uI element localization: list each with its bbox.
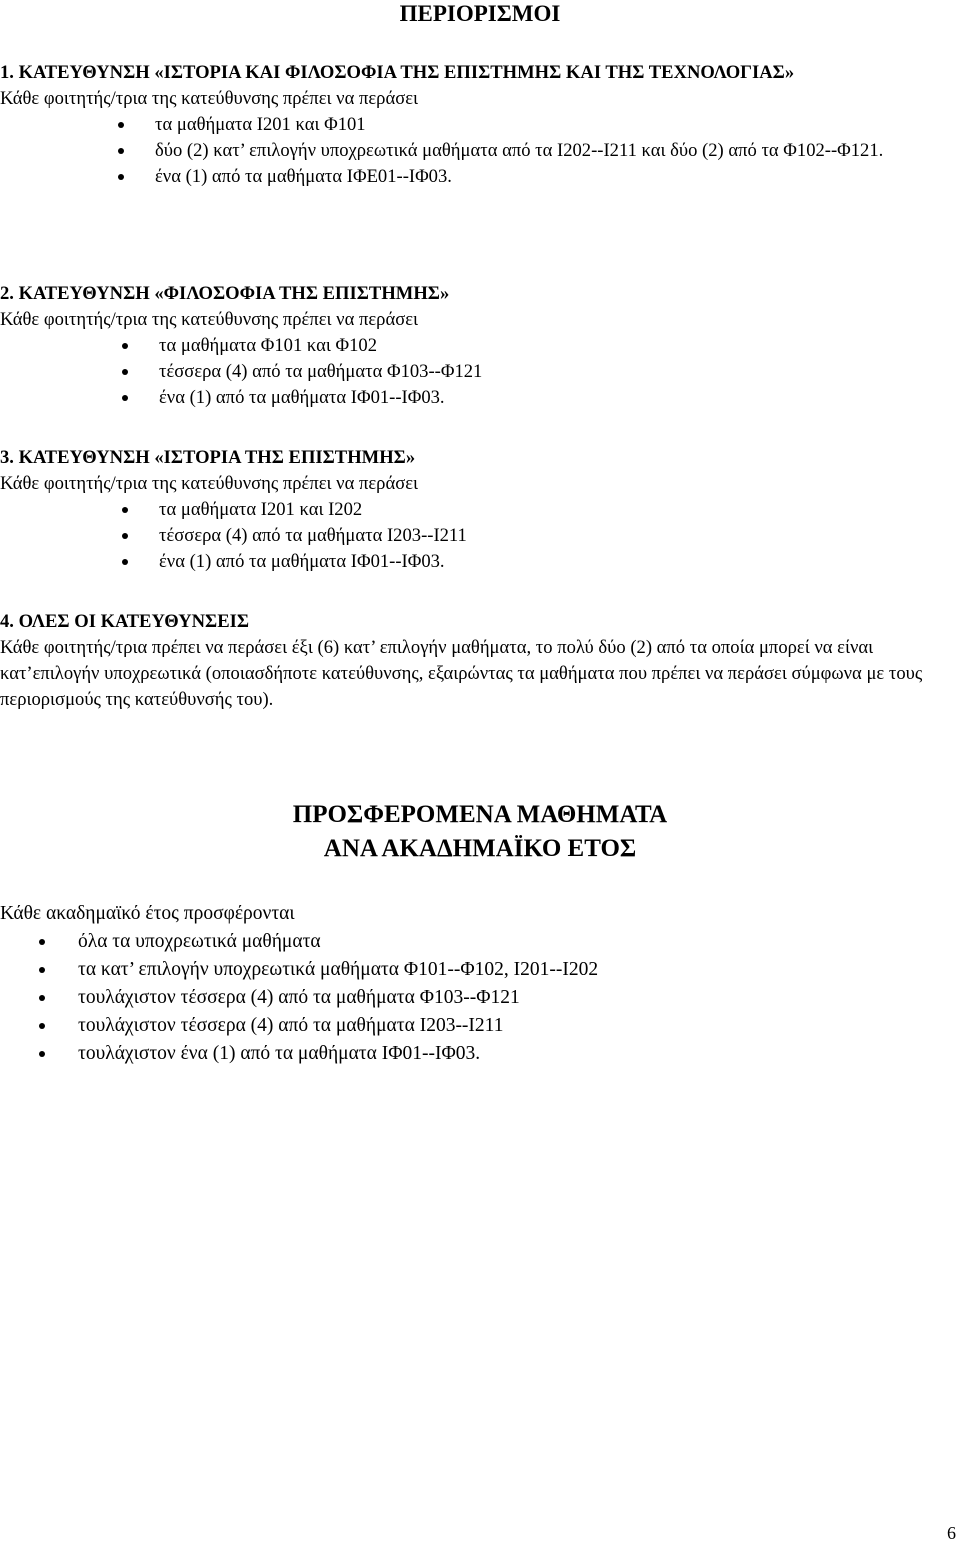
list-item: ένα (1) από τα μαθήματα ΙΦ01--ΙΦ03. bbox=[0, 549, 960, 575]
list-item: τουλάχιστον τέσσερα (4) από τα μαθήματα Φ103--Φ121 bbox=[0, 984, 960, 1012]
section-4 bbox=[0, 609, 960, 713]
offered-title-line: ΠΡΟΣΦΕΡΟΜΕΝΑ ΜΑΘΗΜΑΤΑ bbox=[292, 801, 668, 828]
list-item: τέσσερα (4) από τα μαθήματα Ι203--Ι211 bbox=[0, 523, 960, 549]
section-3 bbox=[0, 445, 960, 575]
list-item: τα μαθήματα Φ101 και Φ102 bbox=[0, 333, 960, 359]
list-item: τέσσερα (4) από τα μαθήματα Φ103--Φ121 bbox=[0, 359, 960, 385]
requirements-list bbox=[0, 112, 960, 190]
section-intro: Κάθε φοιτητής/τρια της κατεύθυνσης πρέπει να περάσει bbox=[0, 309, 419, 330]
section-2 bbox=[0, 281, 960, 411]
offered-intro: Κάθε ακαδημαϊκό έτος προσφέρονται bbox=[0, 903, 295, 924]
list-item: τουλάχιστον τέσσερα (4) από τα μαθήματα Ι203--Ι211 bbox=[0, 1012, 960, 1040]
list-item: τα μαθήματα Ι201 και Ι202 bbox=[0, 497, 960, 523]
offered-title bbox=[0, 798, 960, 866]
section-heading: 3. ΚΑΤΕΥΘΥΝΣΗ «ΙΣΤΟΡΙΑ ΤΗΣ ΕΠΙΣΤΗΜΗΣ» bbox=[0, 447, 416, 468]
list-item: τουλάχιστον ένα (1) από τα μαθήματα ΙΦ01--ΙΦ03. bbox=[0, 1040, 960, 1068]
list-item: όλα τα υποχρεωτικά μαθήματα bbox=[0, 928, 960, 956]
section-1 bbox=[0, 60, 960, 190]
section-heading: 1. ΚΑΤΕΥΘΥΝΣΗ «ΙΣΤΟΡΙΑ ΚΑΙ ΦΙΛΟΣΟΦΙΑ ΤΗΣ ΕΠΙΣΤΗΜΗΣ ΚΑΙ ΤΗΣ ΤΕΧΝΟΛΟΓΙΑΣ» bbox=[0, 62, 795, 83]
requirements-list bbox=[0, 497, 960, 575]
section-heading: 2. ΚΑΤΕΥΘΥΝΣΗ «ΦΙΛΟΣΟΦΙΑ ΤΗΣ ΕΠΙΣΤΗΜΗΣ» bbox=[0, 283, 450, 304]
page-number: 6 bbox=[947, 1523, 956, 1543]
section-heading: 4. ΟΛΕΣ ΟΙ ΚΑΤΕΥΘΥΝΣΕΙΣ bbox=[0, 611, 250, 632]
list-item: ένα (1) από τα μαθήματα ΙΦ01--ΙΦ03. bbox=[0, 385, 960, 411]
offered-title-line: ΑΝΑ ΑΚΑΔΗΜΑΪΚΟ ΕΤΟΣ bbox=[323, 835, 637, 862]
list-item: δύο (2) κατ’ επιλογήν υποχρεωτικά μαθήματα από τα Ι202--Ι211 και δύο (2) από τα Φ102--Φ121. bbox=[0, 138, 960, 164]
offered-list bbox=[0, 928, 960, 1068]
list-item: ένα (1) από τα μαθήματα ΙΦΕ01--ΙΦ03. bbox=[0, 164, 960, 190]
page-title: ΠΕΡΙΟΡΙΣΜΟΙ bbox=[399, 1, 561, 26]
list-item: τα κατ’ επιλογήν υποχρεωτικά μαθήματα Φ101--Φ102, Ι201--Ι202 bbox=[0, 956, 960, 984]
requirements-list bbox=[0, 333, 960, 411]
offered-section bbox=[0, 900, 960, 1068]
section-intro: Κάθε φοιτητής/τρια της κατεύθυνσης πρέπει να περάσει bbox=[0, 473, 419, 494]
list-item: τα μαθήματα Ι201 και Φ101 bbox=[0, 112, 960, 138]
section-text: Κάθε φοιτητής/τρια πρέπει να περάσει έξι (6) κατ’ επιλογήν μαθήματα, το πολύ δύο (2) από τα οποία μπορεί να είναι κατ’επιλογήν υποχρεωτικά (οποιασδήποτε κατεύθυνσης, εξαιρώντας τα μαθήματα που πρέπει να περάσει σύμφωνα με τους περιορισμούς της κατεύθυνσής του). bbox=[0, 637, 923, 710]
section-intro: Κάθε φοιτητής/τρια της κατεύθυνσης πρέπει να περάσει bbox=[0, 88, 419, 109]
